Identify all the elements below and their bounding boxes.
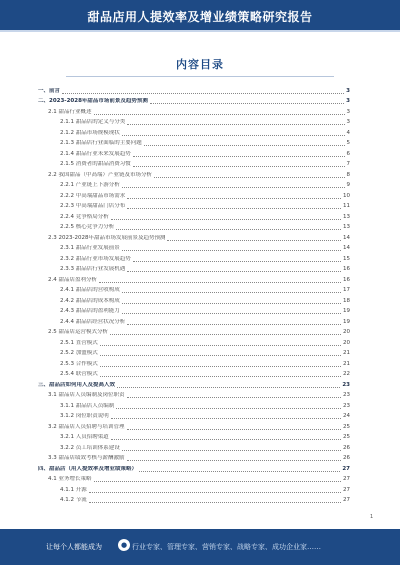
toc-entry-page: 9 bbox=[346, 182, 350, 188]
toc-leader-dots bbox=[122, 312, 341, 314]
toc-entry[interactable] bbox=[38, 137, 350, 148]
toc-entry[interactable] bbox=[38, 95, 350, 106]
toc-entry[interactable] bbox=[38, 189, 350, 200]
toc-leader-dots bbox=[122, 134, 345, 136]
toc-leader-dots bbox=[89, 501, 341, 503]
footer-slogan-start: 让每个人都能成为 bbox=[46, 543, 102, 551]
toc-leader-dots bbox=[139, 470, 340, 472]
toc-entry[interactable] bbox=[38, 116, 350, 127]
toc-entry-page: 25 bbox=[343, 434, 350, 440]
toc-leader-dots bbox=[100, 354, 341, 356]
toc-leader-dots bbox=[94, 480, 342, 482]
toc-leader-dots bbox=[110, 333, 341, 335]
toc-entry-page: 27 bbox=[343, 476, 350, 482]
toc-entry-text: 2.4 甜品店盈利分析 bbox=[48, 276, 97, 283]
toc-entry[interactable] bbox=[38, 147, 350, 158]
toc-entry-text: 2.4.1 甜品店的营收构成 bbox=[60, 287, 120, 293]
footer-slogan-end: 行业专家、管理专家、营销专家、战略专家、成功企业家…… bbox=[132, 543, 321, 551]
toc-entry-page: 14 bbox=[343, 234, 350, 241]
toc-leader-dots bbox=[122, 186, 345, 188]
toc-entry-text: 2.1.1 甜品店的定义与分类 bbox=[60, 119, 126, 125]
toc-entry-page: 11 bbox=[343, 203, 350, 209]
toc-heading-divider bbox=[66, 76, 334, 77]
toc-leader-dots bbox=[122, 291, 341, 293]
toc-entry[interactable] bbox=[38, 315, 350, 326]
toc-leader-dots bbox=[111, 218, 341, 220]
toc-entry-page: 21 bbox=[343, 350, 350, 356]
toc-entry[interactable] bbox=[38, 410, 350, 421]
toc-entry-page: 22 bbox=[343, 371, 350, 377]
toc-entry-page: 10 bbox=[343, 192, 350, 199]
toc-leader-dots bbox=[127, 207, 341, 209]
toc-entry-text: 2.2.4 竞争格局分析 bbox=[60, 213, 109, 220]
toc-entry-page: 3 bbox=[346, 119, 350, 125]
toc-leader-dots bbox=[122, 449, 341, 451]
toc-entry[interactable] bbox=[38, 221, 350, 232]
toc-entry-text: 2.5.1 直营模式 bbox=[60, 339, 98, 346]
toc-entry-text: 2.1 甜品行业概述 bbox=[48, 108, 92, 115]
toc-entry[interactable] bbox=[38, 483, 350, 494]
toc-leader-dots bbox=[116, 228, 341, 230]
toc-entry[interactable] bbox=[38, 126, 350, 137]
toc-entry-page: 6 bbox=[346, 150, 350, 157]
toc-entry-text: 4.1 业务增长策略 bbox=[48, 476, 92, 482]
toc-leader-dots bbox=[154, 176, 345, 178]
toc-entry[interactable] bbox=[38, 462, 350, 473]
toc-entry[interactable] bbox=[38, 347, 350, 358]
toc-entry-page: 24 bbox=[343, 413, 350, 419]
toc-leader-dots bbox=[133, 260, 341, 262]
toc-entry-text: 3.2.1 人员招聘渠道 bbox=[60, 434, 109, 440]
toc-entry-text: 二、2023-2028年甜品市场前景及趋势预测 bbox=[38, 98, 148, 104]
toc-leader-dots bbox=[100, 375, 341, 377]
toc-entry-text: 2.2 我国甜品（中高端）产业链及市场分析 bbox=[48, 171, 152, 178]
toc-leader-dots bbox=[127, 323, 341, 325]
toc-entry-page: 3 bbox=[346, 98, 350, 104]
toc-entry[interactable] bbox=[38, 431, 350, 442]
footer-banner bbox=[0, 529, 400, 565]
toc-leader-dots bbox=[122, 249, 341, 251]
toc-entry-page: 23 bbox=[343, 392, 350, 398]
toc-entry[interactable] bbox=[38, 242, 350, 253]
toc-entry-page: 26 bbox=[343, 455, 350, 461]
toc-leader-dots bbox=[144, 144, 345, 146]
toc-leader-dots bbox=[133, 155, 345, 157]
toc-entry[interactable] bbox=[38, 200, 350, 211]
toc-leader-dots bbox=[127, 396, 342, 398]
toc-entry[interactable] bbox=[38, 305, 350, 316]
toc-entry-text: 2.1.2 甜品市场规模现状 bbox=[60, 129, 120, 136]
toc-leader-dots bbox=[150, 102, 344, 104]
toc-entry-page: 16 bbox=[343, 276, 350, 283]
toc-entry[interactable] bbox=[38, 420, 350, 431]
toc-entry-page: 15 bbox=[343, 255, 350, 262]
toc-heading: 内容目录 bbox=[176, 58, 224, 71]
toc-entry-page: 3 bbox=[346, 108, 350, 115]
toc-entry[interactable] bbox=[38, 326, 350, 337]
toc-entry-page: 26 bbox=[343, 444, 350, 451]
toc-entry[interactable] bbox=[38, 494, 350, 505]
toc-entry[interactable] bbox=[38, 168, 350, 179]
toc-entry[interactable] bbox=[38, 284, 350, 295]
toc-entry-page: 13 bbox=[343, 213, 350, 220]
toc-entry-page: 16 bbox=[343, 266, 350, 272]
toc-entry-page: 27 bbox=[343, 497, 350, 503]
toc-entry-text: 2.1.4 甜品行业未来发展趋势 bbox=[60, 150, 131, 157]
toc-entry[interactable] bbox=[38, 252, 350, 263]
toc-entry-text: 2.3.3 甜品店行业发展机遇 bbox=[60, 266, 126, 272]
toc-entry-page: 4 bbox=[346, 129, 350, 136]
toc-entry[interactable] bbox=[38, 158, 350, 169]
toc-leader-dots bbox=[94, 113, 345, 115]
toc-entry-page: 19 bbox=[343, 308, 350, 314]
toc-entry-page: 19 bbox=[343, 318, 350, 325]
toc-leader-dots bbox=[117, 386, 340, 388]
toc-entry[interactable] bbox=[38, 441, 350, 452]
header-divider bbox=[0, 30, 400, 32]
toc-entry[interactable] bbox=[38, 210, 350, 221]
toc-leader-dots bbox=[167, 239, 341, 241]
toc-leader-dots bbox=[111, 438, 341, 440]
toc-entry-text: 3.1.2 岗位职责说明 bbox=[60, 413, 109, 419]
toc-entry-page: 25 bbox=[343, 423, 350, 430]
toc-leader-dots bbox=[133, 165, 345, 167]
toc-entry-text: 3.2 甜品店人员招聘与培训管理 bbox=[48, 423, 125, 430]
toc-leader-dots bbox=[127, 123, 344, 125]
report-header bbox=[0, 0, 400, 30]
toc-entry[interactable] bbox=[38, 378, 350, 389]
toc-entry[interactable] bbox=[38, 105, 350, 116]
toc-entry-page: 18 bbox=[343, 297, 350, 304]
toc-entry-page: 14 bbox=[343, 245, 350, 251]
toc-entry-text: 2.4.3 甜品店的盈利能力 bbox=[60, 308, 120, 314]
table-of-contents bbox=[38, 84, 350, 504]
toc-entry[interactable] bbox=[38, 399, 350, 410]
toc-entry-page: 23 bbox=[342, 381, 350, 388]
toc-entry-text: 2.5.4 联营模式 bbox=[60, 371, 98, 377]
toc-leader-dots bbox=[127, 197, 341, 199]
toc-entry[interactable] bbox=[38, 84, 350, 95]
toc-entry-text: 2.3.2 甜品行业市场发展趋势 bbox=[60, 255, 131, 262]
toc-entry-page: 13 bbox=[343, 224, 350, 230]
toc-entry[interactable] bbox=[38, 263, 350, 274]
toc-entry[interactable] bbox=[38, 452, 350, 463]
toc-leader-dots bbox=[116, 407, 341, 409]
toc-entry-page: 21 bbox=[343, 360, 350, 367]
toc-entry-text: 三、甜品店如何用人及提高人效 bbox=[38, 381, 116, 388]
toc-leader-dots bbox=[99, 281, 341, 283]
toc-entry-text: 2.3 2023-2028年甜品市场发展前景及趋势预测 bbox=[48, 234, 166, 241]
toc-entry-page: 23 bbox=[343, 402, 350, 409]
toc-entry[interactable] bbox=[38, 368, 350, 379]
toc-entry-text: 2.5.2 加盟模式 bbox=[60, 350, 98, 356]
toc-leader-dots bbox=[89, 491, 341, 493]
toc-leader-dots bbox=[127, 459, 342, 461]
toc-entry[interactable] bbox=[38, 273, 350, 284]
toc-leader-dots bbox=[127, 428, 342, 430]
toc-entry-text: 2.2.5 核心竞争力分析 bbox=[60, 224, 115, 230]
toc-entry-text: 四、甜品店（用人提效率及增业绩策略） bbox=[38, 465, 138, 472]
toc-entry[interactable] bbox=[38, 473, 350, 484]
toc-entry-page: 27 bbox=[343, 486, 350, 493]
toc-entry-page: 20 bbox=[343, 339, 350, 346]
toc-entry-text: 2.5 甜品店运营模式分析 bbox=[48, 329, 108, 335]
toc-entry[interactable] bbox=[38, 336, 350, 347]
toc-entry-page: 27 bbox=[342, 465, 350, 472]
toc-entry-page: 3 bbox=[346, 87, 350, 94]
toc-entry-text: 2.2.3 中高端甜品门店分布 bbox=[60, 203, 126, 209]
toc-entry[interactable] bbox=[38, 179, 350, 190]
toc-entry[interactable] bbox=[38, 231, 350, 242]
toc-entry-text: 3.1.1 甜品店人员编制 bbox=[60, 402, 115, 409]
toc-entry-page: 8 bbox=[346, 171, 350, 178]
toc-entry-page: 17 bbox=[343, 287, 350, 293]
toc-entry-text: 2.2.2 中高端甜品市场需求 bbox=[60, 192, 126, 199]
toc-leader-dots bbox=[62, 92, 344, 94]
page-number: 1 bbox=[370, 514, 374, 520]
toc-entry-text: 2.4.2 甜品店的成本构成 bbox=[60, 297, 120, 304]
toc-entry-page: 20 bbox=[343, 329, 350, 335]
toc-entry-text: 一、前言 bbox=[38, 87, 61, 94]
toc-entry-text: 3.1 甜品店人员编制及岗位职责 bbox=[48, 392, 125, 398]
toc-entry[interactable] bbox=[38, 357, 350, 368]
toc-entry-text: 3.2.2 员工培训体系建设 bbox=[60, 444, 120, 451]
report-title: 甜品店用人提效率及增业绩策略研究报告 bbox=[87, 10, 313, 24]
toc-leader-dots bbox=[127, 270, 341, 272]
toc-entry-text: 2.3.1 甜品行业发展前景 bbox=[60, 245, 120, 251]
toc-leader-dots bbox=[100, 344, 341, 346]
toc-entry-text: 2.4.4 甜品店经营状况分析 bbox=[60, 318, 126, 325]
toc-entry-text: 2.1.3 甜品店行业面临的主要问题 bbox=[60, 140, 142, 146]
toc-leader-dots bbox=[111, 417, 341, 419]
toc-entry-page: 5 bbox=[346, 140, 350, 146]
toc-leader-dots bbox=[122, 302, 341, 304]
toc-entry-text: 2.5.3 合作模式 bbox=[60, 360, 98, 367]
toc-entry-text: 4.1.2 节流 bbox=[60, 497, 87, 503]
toc-entry-text: 4.1.1 开源 bbox=[60, 486, 87, 493]
toc-entry[interactable] bbox=[38, 389, 350, 400]
toc-leader-dots bbox=[100, 365, 341, 367]
toc-entry-text: 2.2.1 产业链上下游分析 bbox=[60, 182, 120, 188]
toc-entry[interactable] bbox=[38, 294, 350, 305]
toc-entry-text: 3.3 甜品店绩效考核与薪酬激励 bbox=[48, 455, 125, 461]
toc-entry-text: 2.1.5 消费者的甜品消费习惯 bbox=[60, 161, 131, 167]
footer-badge-icon: ● bbox=[118, 539, 130, 551]
toc-entry-page: 7 bbox=[346, 161, 350, 167]
